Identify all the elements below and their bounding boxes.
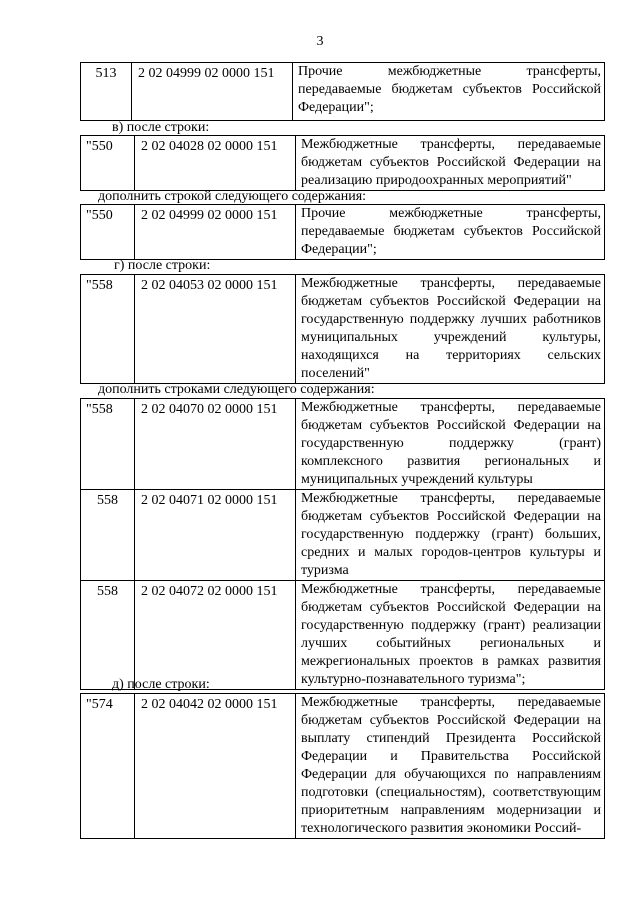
kbk-cell: 2 02 04999 02 0000 151: [132, 63, 293, 121]
description-cell: Межбюджетные трансферты, передаваемые бюджетам субъектов Российской Федерации на государственную поддержку (грант) больших, средних и малых городов-центров культуры и туризма: [296, 490, 605, 581]
table-row: [81, 136, 605, 191]
kbk-cell: 2 02 04053 02 0000 151: [135, 275, 296, 384]
code-cell: 513: [81, 63, 132, 121]
table-row: [81, 694, 605, 839]
instruction-add-row: дополнить строкой следующего содержания:: [98, 189, 367, 204]
table-row: [81, 399, 605, 490]
kbk-cell: 2 02 04072 02 0000 151: [135, 581, 296, 690]
kbk-cell: 2 02 04028 02 0000 151: [135, 136, 296, 191]
code-cell: "558: [81, 275, 135, 384]
code-cell: 558: [81, 581, 135, 690]
table-kbk-513: [80, 62, 605, 121]
description-cell: Межбюджетные трансферты, передаваемые бюджетам субъектов Российской Федерации на реализацию природоохранных мероприятий": [296, 136, 605, 191]
table-kbk-550-old: [80, 135, 605, 191]
kbk-cell: 2 02 04070 02 0000 151: [135, 399, 296, 490]
description-cell: Прочие межбюджетные трансферты, передаваемые бюджетам субъектов Российской Федерации";: [296, 205, 605, 260]
kbk-cell: 2 02 04999 02 0000 151: [135, 205, 296, 260]
kbk-cell: 2 02 04042 02 0000 151: [135, 694, 296, 839]
description-cell: Прочие межбюджетные трансферты, передаваемые бюджетам субъектов Российской Федерации";: [293, 63, 605, 121]
table-row: [81, 275, 605, 384]
description-cell: Межбюджетные трансферты, передаваемые бюджетам субъектов Российской Федерации на выплату стипендий Президента Российской Федерации и Правительства Российской Федерации для обучающихся по направлениям подготовки (специальностям), соответствующим приоритетным направлениям модернизации и технологического развития экономики Россий-: [296, 694, 605, 839]
kbk-cell: 2 02 04071 02 0000 151: [135, 490, 296, 581]
instruction-g: г) после строки:: [114, 258, 211, 273]
table-row: [81, 490, 605, 581]
table-row: [81, 205, 605, 260]
table-kbk-558-old: [80, 274, 605, 384]
instruction-v: в) после строки:: [112, 120, 210, 135]
code-cell: 558: [81, 490, 135, 581]
code-cell: "550: [81, 205, 135, 260]
table-row: [81, 63, 605, 121]
description-cell: Межбюджетные трансферты, передаваемые бюджетам субъектов Российской Федерации на государственную поддержку (грант) комплексного развития региональных и муниципальных учреждений культуры: [296, 399, 605, 490]
table-kbk-558-new: [80, 398, 605, 690]
table-kbk-550-new: [80, 204, 605, 260]
description-cell: Межбюджетные трансферты, передаваемые бюджетам субъектов Российской Федерации на государственную поддержку (грант) реализации лучших событийных региональных и межрегиональных проектов в рамках развития культурно-познавательного туризма";: [296, 581, 605, 690]
code-cell: "574: [81, 694, 135, 839]
instruction-add-rows: дополнить строками следующего содержания:: [98, 382, 375, 397]
instruction-d: д) после строки:: [112, 677, 210, 692]
page-number: 3: [316, 34, 324, 49]
description-cell: Межбюджетные трансферты, передаваемые бюджетам субъектов Российской Федерации на государственную поддержку лучших работников муниципальных учреждений культуры, находящихся на территориях сельских поселений": [296, 275, 605, 384]
code-cell: "550: [81, 136, 135, 191]
table-row: [81, 581, 605, 690]
code-cell: "558: [81, 399, 135, 490]
table-kbk-574: [80, 693, 605, 839]
